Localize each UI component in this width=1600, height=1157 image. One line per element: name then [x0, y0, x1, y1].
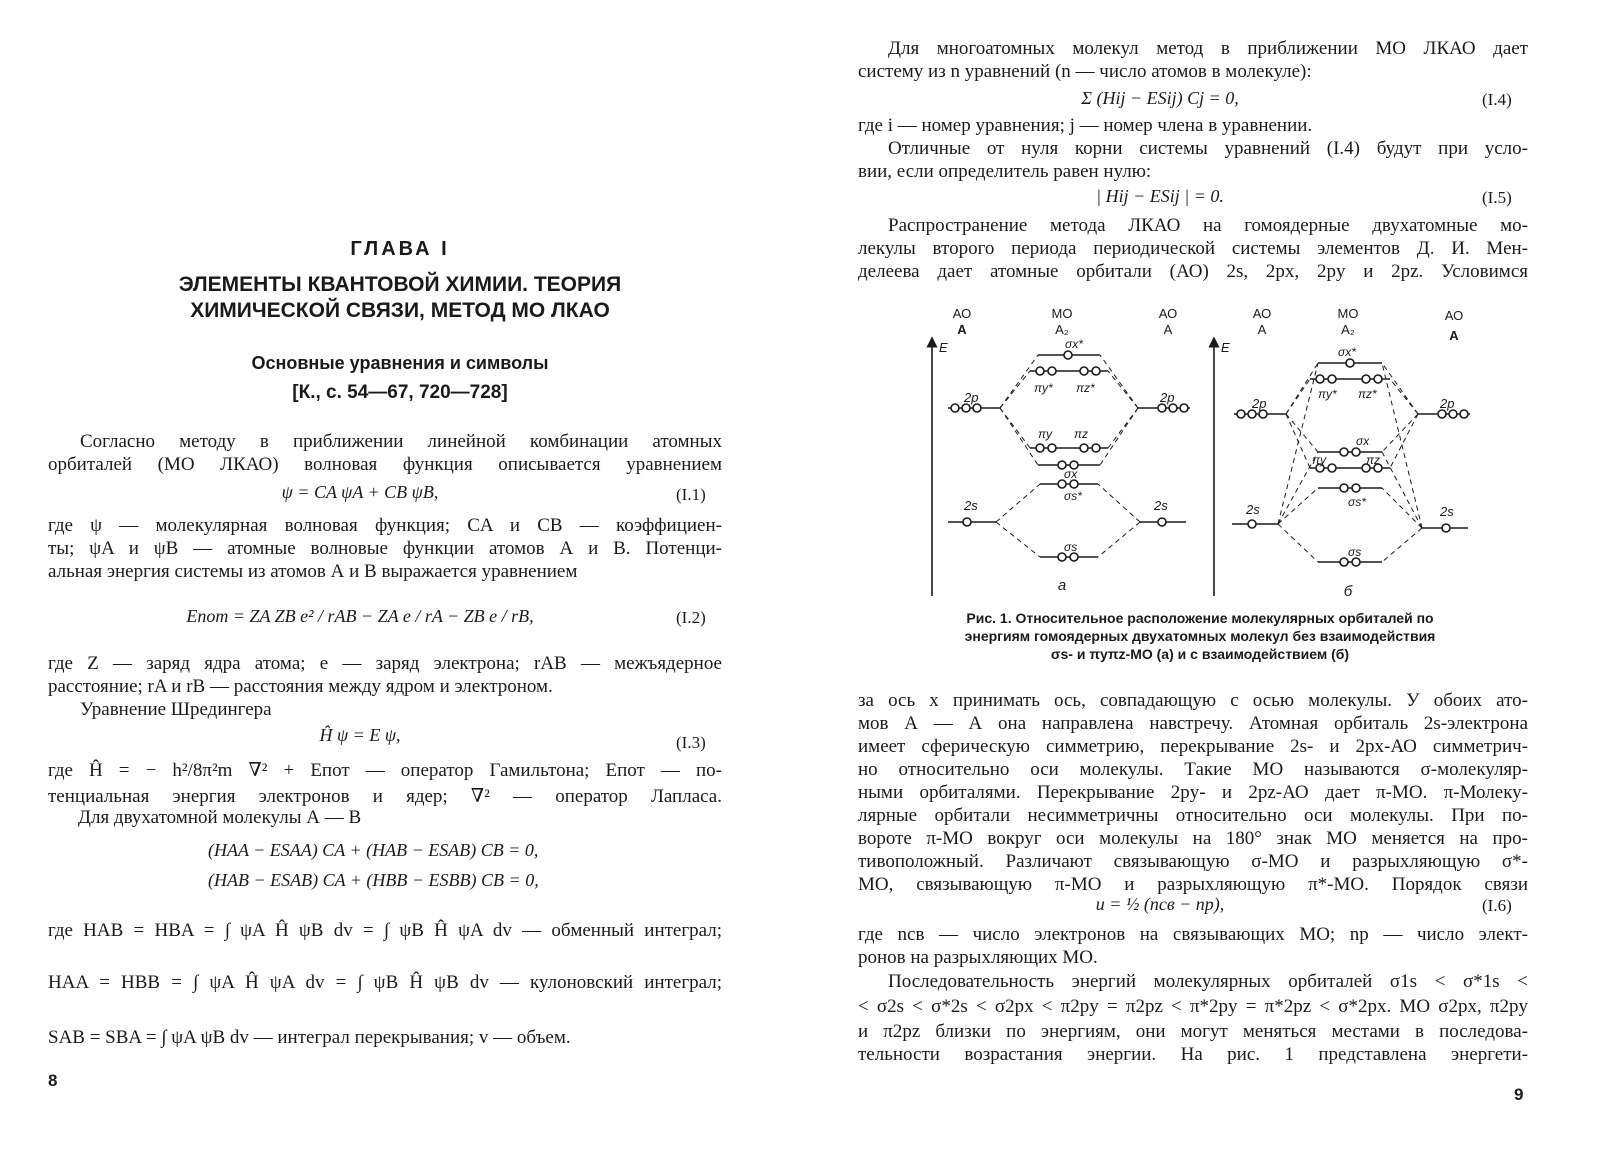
label-mo: МО: [1337, 306, 1359, 321]
paragraph-line: альная энергия системы из атомов А и В выражается уравнением: [48, 561, 578, 582]
label-2p-left: 2p: [964, 390, 979, 405]
label-ao-right: АО: [1444, 308, 1464, 323]
equation-3: Ĥ ψ = E ψ,: [319, 725, 401, 745]
diagram-b: [1214, 342, 1470, 596]
label-sigma-x-star: σx*: [1338, 345, 1356, 359]
label-atom-right: А: [1449, 328, 1459, 343]
right-page: [800, 0, 1600, 1157]
label-energy: E: [939, 340, 948, 355]
label-pi-y: πy: [1038, 427, 1053, 441]
figure-caption-line: σs- и πyπz-МО (а) и с взаимодействием (б): [1050, 646, 1350, 662]
label-ao-left: АО: [1252, 306, 1272, 321]
equation-1: ψ = CA ψA + CB ψB,: [281, 482, 439, 502]
section-title: Основные уравнения и символы: [251, 353, 549, 373]
paragraph-line: тенциальная энергия электронов и ядер; ∇² — оператор Лапласа.: [48, 786, 722, 807]
equation-2: Eпот = ZA ZB e² / rAB − ZA e / rA − ZB e / rB,: [186, 606, 534, 626]
paragraph-line: ты; ψA и ψB — атомные волновые функции атомов А и В. Потенци-: [48, 538, 722, 559]
paragraph-line: за ось x принимать ось, совпадающую с осью молекулы. У обоих ато-: [858, 690, 1528, 711]
label-2s-left: 2s: [1246, 502, 1260, 517]
paragraph-line: тельности возрастания энергии. На рис. 1 представлена энергети-: [858, 1044, 1528, 1065]
paragraph-line: где nсв — число электронов на связывающих МО; nр — число элект-: [858, 924, 1528, 945]
paragraph-line: Согласно методу в приближении линейной комбинации атомных: [80, 431, 722, 452]
label-pi-z-star: πz*: [1358, 387, 1377, 401]
label-2p-right: 2p: [1440, 396, 1455, 411]
section-reference: [К., с. 54—67, 720—728]: [292, 382, 508, 403]
equation-4b: (HAB − ESAB) CA + (HBB − ESBB) CB = 0,: [208, 870, 539, 890]
paragraph-line: расстояние; rA и rB — расстояния между ядром и электроном.: [48, 676, 553, 697]
paragraph-line: тивоположный. Различают связывающую σ-МО и разрыхляющую σ*-: [858, 851, 1528, 872]
equation-4a: (HAA − ESAA) CA + (HAB − ESAB) CB = 0,: [208, 840, 539, 860]
paragraph-line: Отличные от нуля корни системы уравнений (I.4) будут при усло-: [888, 138, 1528, 159]
page-number: 8: [48, 1071, 58, 1090]
equation-number: (I.3): [676, 733, 706, 752]
equation-6: u = ½ (nсв − nр),: [1095, 894, 1225, 914]
label-energy: E: [1221, 340, 1230, 355]
label-atom-right: А: [1163, 322, 1173, 337]
paragraph-line: Распространение метода ЛКАО на гомоядерные двухатомные мо-: [888, 215, 1528, 236]
label-2s-right: 2s: [1440, 504, 1454, 519]
paragraph-line: но относительно оси молекулы. Такие МО называются σ-молекуляр-: [858, 759, 1528, 780]
paragraph-line: Уравнение Шредингера: [80, 699, 272, 720]
label-sigma-x: σx: [1356, 434, 1370, 448]
chapter-heading: ГЛАВА I: [350, 238, 450, 260]
page-number: 9: [1514, 1085, 1524, 1104]
label-molecule: A₂: [1055, 322, 1069, 337]
label-sigma-s: σs: [1064, 540, 1078, 554]
label-pi-y: πy: [1312, 453, 1327, 467]
label-diagram-b: б: [1343, 583, 1353, 600]
paragraph-line: SAB = SBA = ∫ ψA ψB dv — интеграл перекрывания; v — объем.: [48, 1027, 571, 1048]
paragraph-line: орбиталей (МО ЛКАО) волновая функция описывается уравнением: [48, 454, 722, 475]
label-2p-left: 2p: [1252, 396, 1267, 411]
label-2s-right: 2s: [1154, 498, 1168, 513]
label-sigma-s-star: σs*: [1064, 489, 1082, 503]
label-sigma-x: σx: [1064, 467, 1078, 481]
equation-number: (I.6): [1482, 896, 1512, 915]
equation-number: (I.1): [676, 485, 706, 504]
label-atom-left: А: [957, 322, 967, 337]
paragraph-line: систему из n уравнений (n — число атомов в молекуле):: [858, 61, 1312, 82]
label-pi-y-star: πy*: [1034, 381, 1053, 395]
paragraph-line: где ψ — молекулярная волновая функция; CA и CB — коэффициен-: [48, 515, 722, 536]
paragraph-line: < σ2s < σ*2s < σ2px < π2py = π2pz < π*2py = π*2pz < σ*2px. МО σ2px, π2py: [858, 996, 1528, 1017]
label-diagram-a: а: [1057, 577, 1067, 594]
paragraph-line: Для многоатомных молекул метод в приближении МО ЛКАО дает: [888, 38, 1528, 59]
paragraph-line: где Ĥ = − h²/8π²m ∇² + Eпот — оператор Гамильтона; Eпот — по-: [48, 760, 722, 781]
equation-5: | Hij − ESij | = 0.: [1096, 186, 1224, 206]
label-pi-z: πz: [1074, 427, 1089, 441]
label-pi-z-star: πz*: [1076, 381, 1095, 395]
paragraph-line: где Z — заряд ядра атома; e — заряд электрона; rAB — межъядерное: [48, 653, 722, 674]
equation-number: (I.4): [1482, 90, 1512, 109]
paragraph-line: МО, связывающую π-МО и разрыхляющую π*-МО. Порядок связи: [858, 874, 1528, 895]
paragraph-line: ронов на разрыхляющих МО.: [858, 947, 1098, 968]
paragraph-line: лярные орбитали несимметричны относительно оси молекулы. При по-: [858, 805, 1528, 826]
label-2p-right: 2p: [1160, 390, 1175, 405]
label-molecule: A₂: [1341, 322, 1355, 337]
paragraph-line: делеева дает атомные орбитали (АО) 2s, 2px, 2py и 2pz. Условимся: [858, 261, 1528, 282]
paragraph-line: где HAB = HBA = ∫ ψA Ĥ ψB dv = ∫ ψB Ĥ ψA dv — обменный интеграл;: [48, 920, 722, 941]
label-2s-left: 2s: [964, 498, 978, 513]
equation-number: (I.2): [676, 608, 706, 627]
paragraph-line: лекулы второго периода периодической системы элементов Д. И. Мен-: [858, 238, 1528, 259]
figure-caption-line: Рис. 1. Относительное расположение молекулярных орбиталей по: [966, 610, 1434, 626]
label-pi-y-star: πy*: [1318, 387, 1337, 401]
diagram-a: [932, 342, 1190, 596]
paragraph-line: мов А — А она направлена навстречу. Атомная орбиталь 2s-электрона: [858, 713, 1528, 734]
label-atom-left: А: [1257, 322, 1267, 337]
paragraph-line: вии, если определитель равен нулю:: [858, 161, 1152, 182]
label-sigma-x-star: σx*: [1065, 337, 1083, 351]
paragraph-line: Для двухатомной молекулы А — В: [78, 807, 362, 828]
label-mo: МО: [1051, 306, 1073, 321]
label-pi-z: πz: [1366, 453, 1381, 467]
paragraph-line: HAA = HBB = ∫ ψA Ĥ ψA dv = ∫ ψB Ĥ ψB dv — кулоновский интеграл;: [48, 972, 722, 993]
label-sigma-s-star: σs*: [1348, 495, 1366, 509]
paragraph-line: где i — номер уравнения; j — номер члена в уравнении.: [858, 115, 1313, 136]
paragraph-line: Последовательность энергий молекулярных орбиталей σ1s < σ*1s <: [888, 971, 1528, 992]
label-sigma-s: σs: [1348, 545, 1362, 559]
chapter-title-line-2: ХИМИЧЕСКОЙ СВЯЗИ, МЕТОД МО ЛКАО: [190, 299, 610, 322]
equation-4: Σ (Hij − ESij) Cj = 0,: [1081, 88, 1239, 108]
label-ao-left: АО: [952, 306, 972, 321]
label-ao-right: АО: [1158, 306, 1178, 321]
chapter-title-line-1: ЭЛЕМЕНТЫ КВАНТОВОЙ ХИМИИ. ТЕОРИЯ: [178, 273, 622, 296]
paragraph-line: имеет сферическую симметрию, перекрывание 2s- и 2px-АО симметрич-: [858, 736, 1528, 757]
figure-caption-line: энергиям гомоядерных двухатомных молекул без взаимодействия: [964, 628, 1436, 644]
paragraph-line: вороте π-МО вокруг оси молекулы на 180° знак МО меняется на про-: [858, 828, 1528, 849]
equation-number: (I.5): [1482, 188, 1512, 207]
paragraph-line: ными орбиталями. Перекрывание 2py- и 2pz-АО дает π-МО. π-Молеку-: [858, 782, 1528, 803]
paragraph-line: и π2pz близки по энергиям, они могут меняться местами в последова-: [858, 1021, 1528, 1042]
